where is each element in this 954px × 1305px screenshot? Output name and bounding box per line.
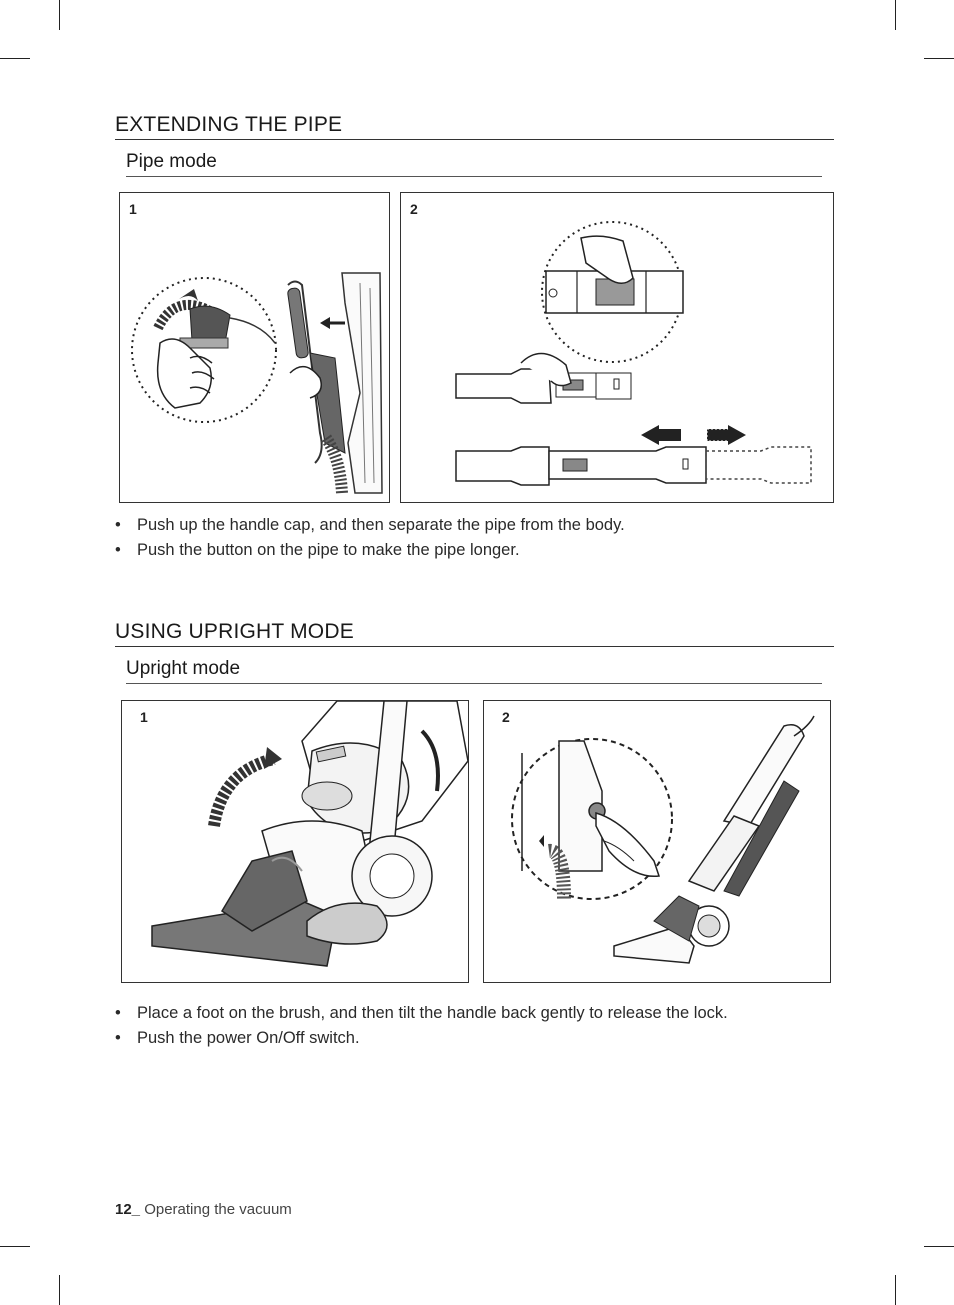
crop-mark bbox=[0, 58, 30, 59]
panel-number: 2 bbox=[502, 709, 510, 725]
figure-panel-pipe-2 bbox=[400, 192, 834, 503]
subsection-divider bbox=[126, 176, 822, 177]
pipe-extend-illustration-icon bbox=[401, 193, 833, 502]
panel-number: 2 bbox=[410, 201, 418, 217]
pipe-handle-cap-illustration-icon bbox=[120, 193, 389, 502]
figure-panel-upright-1 bbox=[121, 700, 469, 983]
crop-mark bbox=[924, 1246, 954, 1247]
foot-on-brush-illustration-icon bbox=[122, 701, 468, 982]
crop-mark bbox=[59, 1275, 60, 1305]
section-divider bbox=[115, 139, 834, 140]
list-item: • Push up the handle cap, and then separate the pipe from the body. bbox=[115, 513, 625, 538]
crop-mark bbox=[895, 1275, 896, 1305]
panel-number: 1 bbox=[129, 201, 137, 217]
crop-mark bbox=[0, 1246, 30, 1247]
list-item: • Push the power On/Off switch. bbox=[115, 1026, 728, 1051]
section-title-extending-pipe: EXTENDING THE PIPE bbox=[115, 113, 343, 136]
bullet-list-pipe-mode bbox=[115, 513, 625, 563]
footer-section-label: Operating the vacuum bbox=[144, 1201, 292, 1218]
page-footer bbox=[115, 1201, 292, 1218]
figure-panel-pipe-1 bbox=[119, 192, 390, 503]
crop-mark bbox=[924, 58, 954, 59]
power-switch-illustration-icon bbox=[484, 701, 830, 982]
bullet-list-upright-mode bbox=[115, 1001, 728, 1051]
crop-mark bbox=[59, 0, 60, 30]
list-item: • Push the button on the pipe to make the pipe longer. bbox=[115, 538, 625, 563]
crop-mark bbox=[895, 0, 896, 30]
section-divider bbox=[115, 646, 834, 647]
subsection-title-pipe-mode: Pipe mode bbox=[126, 151, 217, 172]
list-item: • Place a foot on the brush, and then tilt the handle back gently to release the lock. bbox=[115, 1001, 728, 1026]
subsection-title-upright-mode: Upright mode bbox=[126, 658, 241, 679]
page-number: 12_ bbox=[115, 1201, 141, 1218]
panel-number: 1 bbox=[140, 709, 148, 725]
figure-panel-upright-2 bbox=[483, 700, 831, 983]
subsection-divider bbox=[126, 683, 822, 684]
section-title-upright-mode: USING UPRIGHT MODE bbox=[115, 620, 354, 643]
